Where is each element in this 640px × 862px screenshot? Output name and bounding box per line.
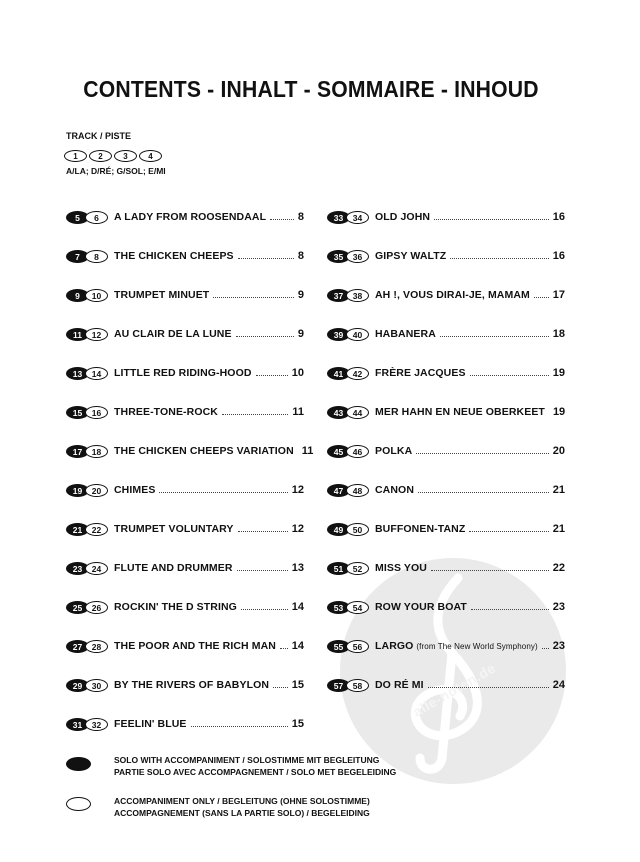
- track-oval: 4: [139, 150, 162, 162]
- solo-track-badge: 53: [327, 601, 350, 614]
- list-item: [327, 520, 565, 559]
- piece-subtitle: (from The New World Symphony): [416, 642, 538, 651]
- track-pair: [327, 523, 369, 536]
- track-pair: [327, 445, 369, 458]
- page-number: 8: [297, 250, 304, 262]
- dot-leader: [159, 481, 287, 493]
- page-number: 11: [301, 445, 314, 457]
- track-pair: [327, 406, 369, 419]
- dot-leader: [431, 559, 549, 571]
- track-pair: [66, 562, 108, 575]
- track-pair: [66, 640, 108, 653]
- piece-title: [375, 562, 427, 574]
- accompaniment-track-badge: 46: [346, 445, 369, 458]
- piece-title-text: AH !, VOUS DIRAI-JE, MAMAM: [375, 289, 530, 301]
- page-number: 9: [297, 328, 304, 340]
- dot-leader: [428, 676, 549, 688]
- solo-track-badge: 49: [327, 523, 350, 536]
- solo-track-badge: 29: [66, 679, 89, 692]
- piece-title-text: ROW YOUR BOAT: [375, 601, 467, 613]
- track-pair: [327, 211, 369, 224]
- list-item: [327, 442, 565, 481]
- track-pair: [327, 484, 369, 497]
- track-pair: [66, 289, 108, 302]
- list-item: [66, 442, 314, 481]
- piece-title: [114, 718, 187, 730]
- accompaniment-track-badge: 56: [346, 640, 369, 653]
- accompaniment-track-badge: 42: [346, 367, 369, 380]
- solo-track-badge: 57: [327, 679, 350, 692]
- accompaniment-track-badge: 50: [346, 523, 369, 536]
- track-pair: [66, 601, 108, 614]
- track-pair: [327, 601, 369, 614]
- accompaniment-track-badge: 8: [85, 250, 108, 263]
- track-pair: [327, 289, 369, 302]
- track-pair: [327, 679, 369, 692]
- accompaniment-track-badge: 28: [85, 640, 108, 653]
- legend-acc-line1: ACCOMPANIMENT ONLY / BEGLEITUNG (OHNE SOLOSTIMME): [114, 796, 370, 806]
- dot-leader: [470, 364, 549, 376]
- piece-title: [114, 679, 269, 691]
- accompaniment-track-badge: 10: [85, 289, 108, 302]
- solo-track-badge: 45: [327, 445, 350, 458]
- track-header: TRACK / PISTE: [66, 131, 132, 141]
- accompaniment-track-badge: 32: [85, 718, 108, 731]
- piece-title: [375, 484, 414, 496]
- dot-leader: [222, 403, 288, 415]
- accompaniment-track-badge: 38: [346, 289, 369, 302]
- dot-leader: [236, 325, 294, 337]
- solo-track-badge: 25: [66, 601, 89, 614]
- track-keys: A/LA; D/RÉ; G/SOL; E/MI: [66, 166, 166, 176]
- piece-title: [375, 289, 530, 301]
- accompaniment-track-badge: 20: [85, 484, 108, 497]
- piece-title: [114, 328, 232, 340]
- legend-open-oval-icon: [66, 797, 91, 811]
- list-item: [66, 676, 304, 715]
- page-number: 17: [552, 289, 565, 301]
- dot-leader: [238, 247, 294, 259]
- track-pair: [327, 250, 369, 263]
- piece-title-text: OLD JOHN: [375, 211, 431, 223]
- page-number: 22: [552, 562, 565, 574]
- accompaniment-track-badge: 30: [85, 679, 108, 692]
- list-item: [66, 403, 304, 442]
- list-item: [66, 247, 304, 286]
- contents-column-right: [327, 208, 565, 715]
- piece-title: [375, 640, 538, 652]
- page-number: 12: [291, 523, 304, 535]
- piece-title: [114, 367, 252, 379]
- page-number: 23: [552, 601, 565, 613]
- accompaniment-track-badge: 12: [85, 328, 108, 341]
- solo-track-badge: 47: [327, 484, 350, 497]
- page-number: 20: [552, 445, 565, 457]
- accompaniment-track-badge: 54: [346, 601, 369, 614]
- accompaniment-track-badge: 6: [85, 211, 108, 224]
- list-item: [66, 598, 304, 637]
- list-item: [327, 676, 565, 715]
- dot-leader: [542, 637, 549, 649]
- solo-track-badge: 51: [327, 562, 350, 575]
- page-number: 24: [552, 679, 565, 691]
- watermark-text: alle-noten.de: [410, 659, 499, 720]
- legend-solo-line2: PARTIE SOLO AVEC ACCOMPAGNEMENT / SOLO MET BEGELEIDING: [114, 767, 397, 777]
- track-pair: [66, 328, 108, 341]
- accompaniment-track-badge: 16: [85, 406, 108, 419]
- track-oval: 3: [114, 150, 137, 162]
- solo-track-badge: 7: [66, 250, 89, 263]
- page-number: 8: [297, 211, 304, 223]
- solo-track-badge: 27: [66, 640, 89, 653]
- page-number: 9: [297, 289, 304, 301]
- piece-title-text: A LADY FROM ROOSENDAAL: [114, 211, 267, 223]
- dot-leader: [434, 208, 549, 220]
- dot-leader: [241, 598, 288, 610]
- piece-title: [114, 562, 233, 574]
- dot-leader: [238, 520, 288, 532]
- track-pair: [66, 718, 108, 731]
- solo-track-badge: 15: [66, 406, 89, 419]
- dot-leader: [191, 715, 288, 727]
- accompaniment-track-badge: 34: [346, 211, 369, 224]
- accompaniment-track-badge: 48: [346, 484, 369, 497]
- piece-title-text: CHIMES: [114, 484, 156, 496]
- piece-title-text: FLUTE AND DRUMMER: [114, 562, 233, 574]
- list-item: [327, 364, 565, 403]
- piece-title: [375, 328, 436, 340]
- dot-leader: [416, 442, 549, 454]
- solo-track-badge: 23: [66, 562, 89, 575]
- piece-title-text: LITTLE RED RIDING-HOOD: [114, 367, 252, 379]
- accompaniment-track-badge: 14: [85, 367, 108, 380]
- track-pair: [327, 328, 369, 341]
- piece-title-text: TRUMPET MINUET: [114, 289, 210, 301]
- page-number: 10: [291, 367, 304, 379]
- track-pair: [66, 445, 108, 458]
- legend-solo-text: [114, 754, 396, 778]
- piece-title-text: FEELIN' BLUE: [114, 718, 187, 730]
- track-pair: [66, 211, 108, 224]
- track-oval: 2: [89, 150, 112, 162]
- page-number: 23: [552, 640, 565, 652]
- track-ovals: [64, 150, 162, 162]
- accompaniment-track-badge: 18: [85, 445, 108, 458]
- dot-leader: [440, 325, 549, 337]
- piece-title-text: BY THE RIVERS OF BABYLON: [114, 679, 270, 691]
- solo-track-badge: 43: [327, 406, 350, 419]
- piece-title: [375, 679, 424, 691]
- solo-track-badge: 31: [66, 718, 89, 731]
- dot-leader: [418, 481, 549, 493]
- dot-leader: [534, 286, 549, 298]
- accompaniment-track-badge: 58: [346, 679, 369, 692]
- list-item: [66, 520, 304, 559]
- list-item: [66, 715, 304, 754]
- page-number: 14: [291, 601, 304, 613]
- accompaniment-track-badge: 22: [85, 523, 108, 536]
- track-pair: [327, 562, 369, 575]
- dot-leader: [270, 208, 294, 220]
- piece-title-text: FRÈRE JACQUES: [375, 367, 466, 379]
- piece-title-text: ROCKIN' THE D STRING: [114, 601, 237, 613]
- list-item: [327, 403, 565, 442]
- legend-solo-line1: SOLO WITH ACCOMPANIMENT / SOLOSTIMME MIT BEGLEITUNG: [114, 755, 380, 765]
- list-item: [327, 637, 565, 676]
- solo-track-badge: 41: [327, 367, 350, 380]
- solo-track-badge: 33: [327, 211, 350, 224]
- solo-track-badge: 35: [327, 250, 350, 263]
- page-number: 21: [552, 484, 565, 496]
- piece-title-text: THE CHICKEN CHEEPS VARIATION: [114, 445, 294, 457]
- piece-title-text: HABANERA: [375, 328, 436, 340]
- piece-title: [375, 601, 467, 613]
- page-number: 21: [552, 523, 565, 535]
- piece-title: [114, 406, 218, 418]
- legend-acc-line2: ACCOMPAGNEMENT (SANS LA PARTIE SOLO) / BEGELEIDING: [114, 808, 370, 818]
- track-pair: [66, 250, 108, 263]
- dot-leader: [280, 637, 288, 649]
- piece-title-text: THE POOR AND THE RICH MAN: [114, 640, 276, 652]
- piece-title: [375, 406, 545, 418]
- solo-track-badge: 19: [66, 484, 89, 497]
- legend-acc-text: [114, 795, 370, 819]
- piece-title: [114, 445, 294, 457]
- track-pair: [66, 523, 108, 536]
- page-number: 15: [291, 718, 304, 730]
- page-number: 19: [552, 406, 566, 418]
- piece-title: [114, 601, 237, 613]
- accompaniment-track-badge: 26: [85, 601, 108, 614]
- dot-leader: [237, 559, 288, 571]
- page-number: 19: [552, 367, 565, 379]
- piece-title-text: AU CLAIR DE LA LUNE: [114, 328, 232, 340]
- solo-track-badge: 55: [327, 640, 350, 653]
- list-item: [66, 481, 304, 520]
- solo-track-badge: 11: [66, 328, 89, 341]
- piece-title-text: GIPSY WALTZ: [375, 250, 447, 262]
- piece-title-text: MER HAHN EN NEUE OBERKEET: [375, 406, 545, 418]
- piece-title-text: DO RÉ MI: [375, 679, 424, 691]
- dot-leader: [256, 364, 288, 376]
- page-number: 14: [291, 640, 304, 652]
- piece-title: [114, 289, 209, 301]
- list-item: [327, 325, 565, 364]
- list-item: [66, 637, 304, 676]
- piece-title: [375, 445, 412, 457]
- list-item: [327, 481, 565, 520]
- page-number: 16: [552, 250, 565, 262]
- dot-leader: [469, 520, 548, 532]
- page-number: 11: [292, 406, 304, 418]
- list-item: [66, 286, 304, 325]
- accompaniment-track-badge: 44: [346, 406, 369, 419]
- track-oval: 1: [64, 150, 87, 162]
- list-item: [327, 559, 565, 598]
- solo-track-badge: 37: [327, 289, 350, 302]
- piece-title: [114, 523, 234, 535]
- piece-title-text: THE CHICKEN CHEEPS: [114, 250, 234, 262]
- track-pair: [66, 367, 108, 380]
- piece-title: [375, 250, 446, 262]
- track-pair: [66, 406, 108, 419]
- piece-title: [114, 250, 234, 262]
- piece-title-text: POLKA: [375, 445, 413, 457]
- accompaniment-track-badge: 40: [346, 328, 369, 341]
- dot-leader: [273, 676, 288, 688]
- piece-title: [114, 211, 266, 223]
- accompaniment-track-badge: 36: [346, 250, 369, 263]
- list-item: [66, 559, 304, 598]
- solo-track-badge: 39: [327, 328, 350, 341]
- solo-track-badge: 21: [66, 523, 89, 536]
- dot-leader: [450, 247, 548, 259]
- dot-leader: [213, 286, 294, 298]
- list-item: [66, 208, 304, 247]
- list-item: [327, 598, 565, 637]
- piece-title: [375, 367, 466, 379]
- piece-title: [114, 640, 276, 652]
- piece-title-text: CANON: [375, 484, 414, 496]
- page-title: CONTENTS - INHALT - SOMMAIRE - INHOUD: [83, 76, 539, 102]
- piece-title-text: MISS YOU: [375, 562, 427, 574]
- list-item: [327, 208, 565, 247]
- piece-title: [114, 484, 155, 496]
- dot-leader: [471, 598, 549, 610]
- page-number: 18: [552, 328, 565, 340]
- piece-title-text: BUFFONEN-TANZ: [375, 523, 466, 535]
- piece-title: [375, 211, 430, 223]
- page-number: 13: [291, 562, 304, 574]
- accompaniment-track-badge: 24: [85, 562, 108, 575]
- page-number: 16: [552, 211, 565, 223]
- piece-title: [375, 523, 465, 535]
- solo-track-badge: 17: [66, 445, 89, 458]
- track-pair: [66, 484, 108, 497]
- track-pair: [327, 640, 369, 653]
- page-number: 12: [291, 484, 304, 496]
- list-item: [66, 325, 304, 364]
- solo-track-badge: 9: [66, 289, 89, 302]
- legend-filled-oval-icon: [66, 757, 91, 771]
- piece-title-text: TRUMPET VOLUNTARY: [114, 523, 234, 535]
- page-number: 15: [291, 679, 304, 691]
- track-pair: [66, 679, 108, 692]
- list-item: [66, 364, 304, 403]
- piece-title-text: LARGO: [375, 640, 414, 652]
- accompaniment-track-badge: 52: [346, 562, 369, 575]
- contents-column-left: [66, 208, 314, 754]
- list-item: [327, 286, 565, 325]
- list-item: [327, 247, 565, 286]
- piece-title-text: THREE-TONE-ROCK: [114, 406, 218, 418]
- solo-track-badge: 13: [66, 367, 89, 380]
- solo-track-badge: 5: [66, 211, 89, 224]
- track-pair: [327, 367, 369, 380]
